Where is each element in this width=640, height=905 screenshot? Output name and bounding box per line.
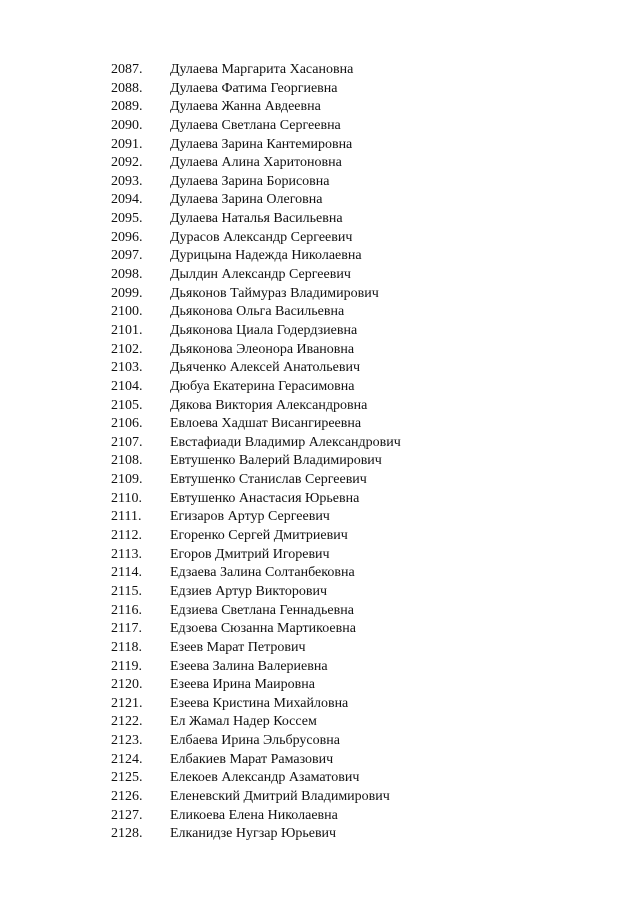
entry-number: 2119. xyxy=(111,658,142,674)
entry-number: 2125. xyxy=(111,770,143,786)
list-item xyxy=(0,825,640,844)
list-item xyxy=(0,173,640,192)
entry-name: Дулаева Алина Харитоновна xyxy=(170,155,342,171)
list-item xyxy=(0,490,640,509)
entry-number: 2106. xyxy=(111,416,143,432)
entry-name: Езеев Марат Петрович xyxy=(170,639,306,655)
list-item xyxy=(0,117,640,136)
entry-number: 2105. xyxy=(111,397,143,413)
entry-name: Дулаева Зарина Кантемировна xyxy=(170,136,353,152)
entry-number: 2114. xyxy=(111,565,142,581)
entry-name: Дылдин Александр Сергеевич xyxy=(170,267,351,283)
entry-name: Елекоев Александр Азаматович xyxy=(170,770,360,786)
entry-name: Елбаева Ирина Эльбрусовна xyxy=(170,733,340,749)
list-item xyxy=(0,154,640,173)
entry-name: Едзаева Залина Солтанбековна xyxy=(170,565,355,581)
entry-number: 2110. xyxy=(111,490,142,506)
entry-number: 2124. xyxy=(111,751,143,767)
entry-number: 2103. xyxy=(111,360,143,376)
entry-number: 2126. xyxy=(111,788,143,804)
entry-name: Едзиева Светлана Геннадьевна xyxy=(170,602,354,618)
name-list xyxy=(0,61,640,844)
entry-number: 2109. xyxy=(111,472,143,488)
list-item xyxy=(0,620,640,639)
entry-number: 2123. xyxy=(111,733,143,749)
entry-name: Дьяконова Элеонора Ивановна xyxy=(170,341,355,357)
entry-number: 2118. xyxy=(111,639,142,655)
entry-number: 2100. xyxy=(111,304,143,320)
entry-name: Еликоева Елена Николаевна xyxy=(170,807,338,823)
entry-name: Егоров Дмитрий Игоревич xyxy=(170,546,330,562)
list-item xyxy=(0,80,640,99)
list-item xyxy=(0,676,640,695)
entry-name: Дулаева Жанна Авдеевна xyxy=(170,99,321,115)
list-item xyxy=(0,303,640,322)
entry-name: Евтушенко Станислав Сергеевич xyxy=(170,472,367,488)
entry-number: 2092. xyxy=(111,155,143,171)
entry-name: Дулаева Светлана Сергеевна xyxy=(170,117,341,133)
entry-number: 2107. xyxy=(111,434,143,450)
entry-number: 2102. xyxy=(111,341,143,357)
entry-number: 2101. xyxy=(111,322,143,338)
list-item xyxy=(0,732,640,751)
entry-number: 2111. xyxy=(111,509,142,525)
entry-number: 2113. xyxy=(111,546,142,562)
entry-name: Дюбуа Екатерина Герасимовна xyxy=(170,378,355,394)
entry-name: Едзоева Сюзанна Мартикоевна xyxy=(170,621,356,637)
entry-name: Дулаева Фатима Георгиевна xyxy=(170,80,338,96)
entry-name: Дурицына Надежда Николаевна xyxy=(170,248,362,264)
entry-name: Ел Жамал Надер Коссем xyxy=(170,714,317,730)
list-item xyxy=(0,322,640,341)
list-item xyxy=(0,695,640,714)
entry-name: Езеева Залина Валериевна xyxy=(170,658,328,674)
entry-name: Евтушенко Анастасия Юрьевна xyxy=(170,490,360,506)
entry-number: 2089. xyxy=(111,99,143,115)
entry-number: 2093. xyxy=(111,173,143,189)
list-item xyxy=(0,378,640,397)
list-item xyxy=(0,191,640,210)
entry-name: Езеева Ирина Маировна xyxy=(170,677,315,693)
list-item xyxy=(0,602,640,621)
list-item xyxy=(0,397,640,416)
entry-name: Егоренко Сергей Дмитриевич xyxy=(170,528,348,544)
list-item xyxy=(0,546,640,565)
entry-number: 2127. xyxy=(111,807,143,823)
entry-name: Дьяконова Ольга Васильевна xyxy=(170,304,345,320)
list-item xyxy=(0,471,640,490)
entry-number: 2121. xyxy=(111,695,143,711)
list-item xyxy=(0,508,640,527)
list-item xyxy=(0,136,640,155)
entry-name: Евлоева Хадшат Висангиреевна xyxy=(170,416,362,432)
list-item xyxy=(0,285,640,304)
list-item xyxy=(0,658,640,677)
list-item xyxy=(0,527,640,546)
entry-number: 2128. xyxy=(111,826,143,842)
entry-number: 2098. xyxy=(111,267,143,283)
list-item xyxy=(0,359,640,378)
entry-number: 2094. xyxy=(111,192,143,208)
list-item xyxy=(0,788,640,807)
entry-number: 2096. xyxy=(111,229,143,245)
entry-number: 2120. xyxy=(111,677,143,693)
entry-name: Елканидзе Нугзар Юрьевич xyxy=(170,826,337,842)
entry-number: 2099. xyxy=(111,285,143,301)
list-item xyxy=(0,769,640,788)
entry-name: Езеева Кристина Михайловна xyxy=(170,695,349,711)
entry-number: 2095. xyxy=(111,211,143,227)
list-item xyxy=(0,415,640,434)
list-item xyxy=(0,229,640,248)
list-item xyxy=(0,247,640,266)
list-item xyxy=(0,751,640,770)
entry-name: Дулаева Наталья Васильевна xyxy=(170,211,343,227)
list-item xyxy=(0,266,640,285)
list-item xyxy=(0,807,640,826)
entry-number: 2091. xyxy=(111,136,143,152)
entry-name: Евтушенко Валерий Владимирович xyxy=(170,453,382,469)
entry-name: Дулаева Зарина Олеговна xyxy=(170,192,323,208)
list-item xyxy=(0,61,640,80)
entry-number: 2097. xyxy=(111,248,143,264)
entry-number: 2108. xyxy=(111,453,143,469)
entry-number: 2122. xyxy=(111,714,143,730)
entry-name: Егизаров Артур Сергеевич xyxy=(170,509,330,525)
entry-name: Дулаева Зарина Борисовна xyxy=(170,173,330,189)
list-item xyxy=(0,713,640,732)
entry-name: Евстафиади Владимир Александрович xyxy=(170,434,401,450)
entry-number: 2117. xyxy=(111,621,142,637)
entry-name: Дулаева Маргарита Хасановна xyxy=(170,62,354,77)
list-item xyxy=(0,434,640,453)
entry-name: Дьяконова Циала Годердзиевна xyxy=(170,322,358,338)
entry-number: 2115. xyxy=(111,583,142,599)
list-item xyxy=(0,639,640,658)
entry-name: Дьяконов Таймураз Владимирович xyxy=(170,285,379,301)
entry-number: 2116. xyxy=(111,602,142,618)
entry-name: Дьяченко Алексей Анатольевич xyxy=(170,360,360,376)
entry-name: Еленевский Дмитрий Владимирович xyxy=(170,788,390,804)
list-item xyxy=(0,564,640,583)
entry-number: 2112. xyxy=(111,528,142,544)
entry-name: Дурасов Александр Сергеевич xyxy=(170,229,353,245)
list-item xyxy=(0,452,640,471)
entry-name: Дякова Виктория Александровна xyxy=(170,397,368,413)
list-item xyxy=(0,98,640,117)
list-item xyxy=(0,583,640,602)
entry-number: 2088. xyxy=(111,80,143,96)
entry-name: Елбакиев Марат Рамазович xyxy=(170,751,334,767)
entry-number: 2087. xyxy=(111,62,143,77)
list-item xyxy=(0,210,640,229)
entry-number: 2090. xyxy=(111,117,143,133)
entry-number: 2104. xyxy=(111,378,143,394)
entry-name: Едзиев Артур Викторович xyxy=(170,583,328,599)
list-item xyxy=(0,341,640,360)
